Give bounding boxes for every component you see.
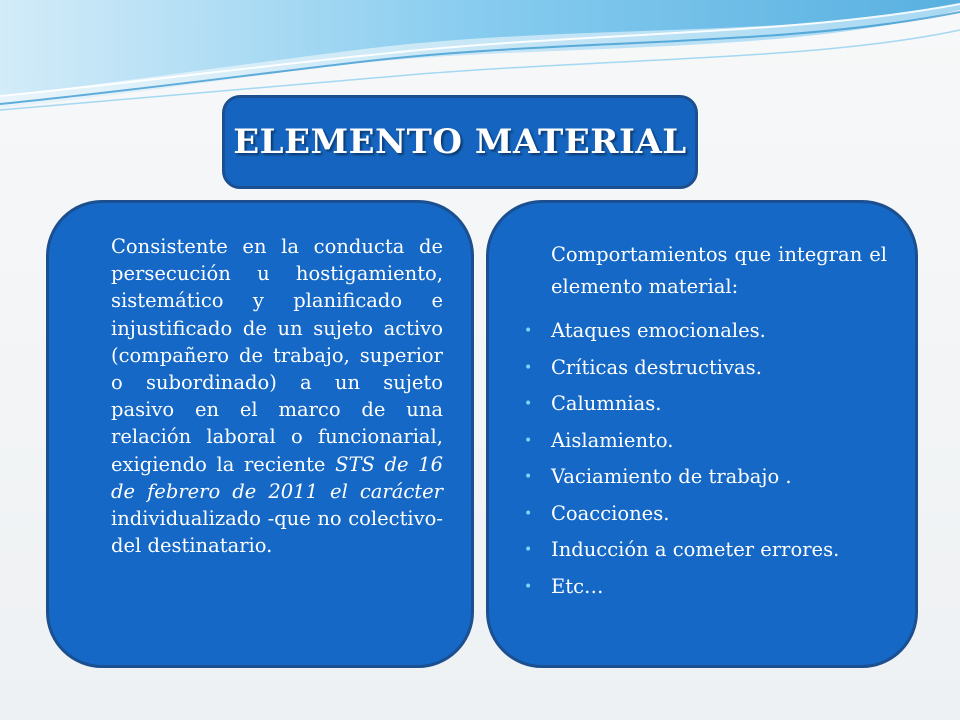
behaviors-panel bbox=[486, 200, 918, 668]
list-item-label: Ataques emocionales. bbox=[551, 319, 766, 342]
list-item-label: Críticas destructivas. bbox=[551, 355, 762, 379]
bullet-icon: • bbox=[524, 396, 533, 412]
definition-text-part2: individualizado -que no colectivo- del destinatario. bbox=[111, 507, 443, 558]
list-item-label: Etc… bbox=[551, 574, 604, 598]
bullet-icon: • bbox=[524, 542, 533, 558]
bullet-icon: • bbox=[524, 359, 533, 376]
bullet-icon: • bbox=[524, 469, 533, 485]
list-item-label: Calumnias. bbox=[551, 392, 662, 415]
bullet-icon: • bbox=[524, 505, 533, 522]
list-item bbox=[521, 423, 887, 460]
list-item bbox=[521, 496, 887, 533]
bullet-icon: • bbox=[524, 432, 533, 449]
definition-text-part1: Consistente en la conducta de persecución u hostigamiento, sistemático y planificado e injustificado de un sujeto activo (compañero de trabajo, superior o subordinado) a un sujeto pasivo en el marco de una relación laboral o funcionarial, exigiendo la reciente bbox=[111, 235, 443, 476]
definition-text-italic: STS de 16 de febrero de 2011 el carácter bbox=[111, 452, 443, 503]
list-item bbox=[521, 350, 887, 387]
title-box bbox=[222, 95, 698, 189]
list-item-label: Vaciamiento de trabajo . bbox=[551, 465, 792, 488]
slide-title: ELEMENTO MATERIAL bbox=[233, 122, 687, 162]
list-item bbox=[521, 459, 887, 496]
bullet-icon: • bbox=[524, 578, 533, 595]
list-item-label: Coacciones. bbox=[551, 501, 670, 525]
list-item bbox=[521, 532, 887, 569]
behaviors-list bbox=[521, 313, 887, 605]
definition-panel bbox=[46, 200, 474, 668]
list-item bbox=[521, 569, 887, 606]
list-item-label: Inducción a cometer errores. bbox=[551, 538, 840, 561]
behaviors-intro: Comportamientos que integran el elemento material: bbox=[551, 243, 887, 298]
bullet-icon: • bbox=[524, 323, 533, 339]
list-item-label: Aislamiento. bbox=[551, 428, 674, 452]
list-item bbox=[521, 313, 887, 350]
list-item bbox=[521, 386, 887, 423]
definition-text bbox=[111, 233, 443, 559]
